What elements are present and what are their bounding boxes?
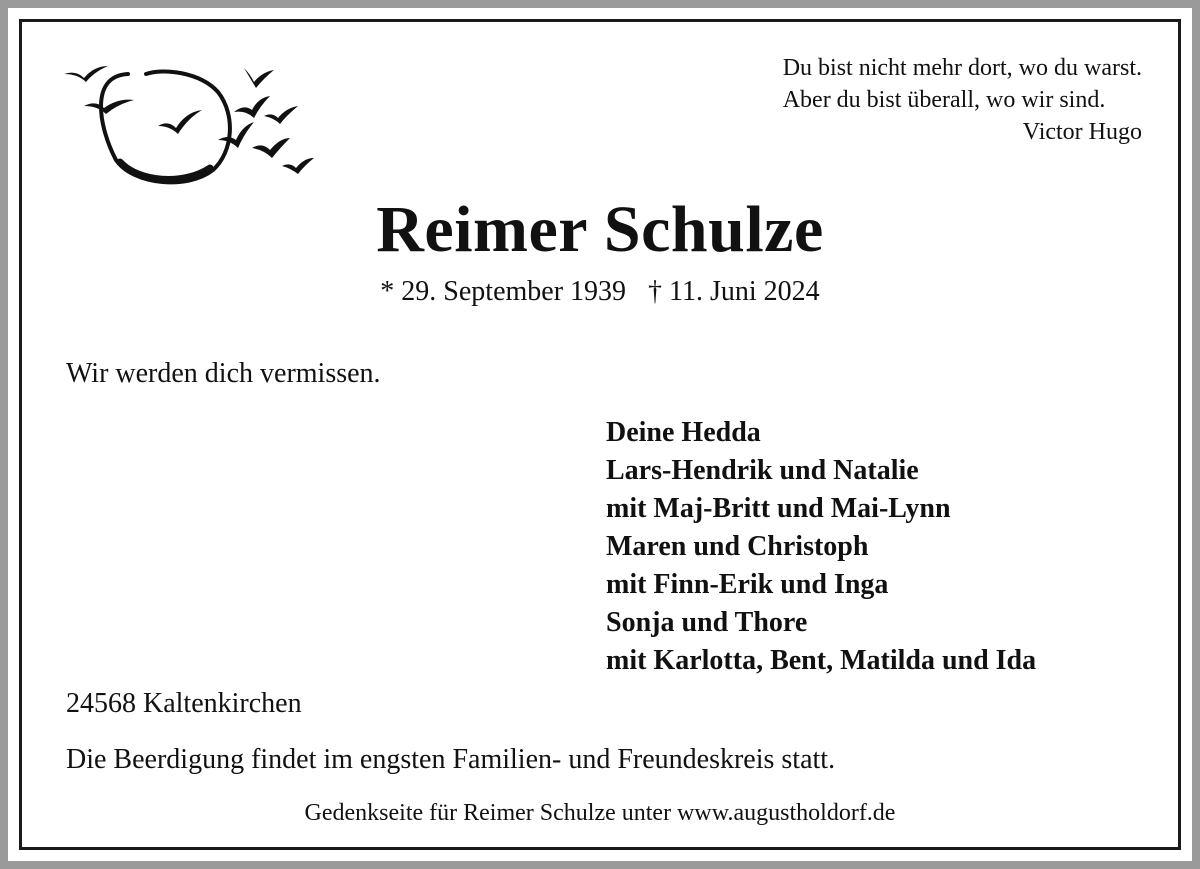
mourners-list	[606, 414, 1036, 680]
mourner-line: Deine Hedda	[606, 417, 761, 448]
quote-line: Aber du bist überall, wo wir sind.	[782, 87, 1106, 113]
memorial-note: Gedenkseite für Reimer Schulze unter www.augustholdorf.de	[304, 800, 896, 826]
birth-date: * 29. September 1939	[380, 276, 627, 307]
moon-with-birds-icon	[58, 60, 318, 195]
mourner-line: mit Maj-Britt und Mai-Lynn	[606, 493, 951, 524]
mourner-line: mit Karlotta, Bent, Matilda und Ida	[606, 645, 1037, 676]
mourner-line: Maren und Christoph	[606, 531, 869, 562]
mourner-line: Lars-Hendrik und Natalie	[606, 455, 919, 486]
life-dates	[8, 276, 1192, 308]
obituary-card	[8, 8, 1192, 861]
funeral-note: Die Beerdigung findet im engsten Familien- und Freundeskreis statt.	[66, 744, 836, 775]
mourner-line: Sonja und Thore	[606, 607, 808, 638]
mourner-line: mit Finn-Erik und Inga	[606, 569, 889, 600]
quote-block	[783, 52, 1142, 148]
farewell-text: Wir werden dich vermissen.	[66, 358, 381, 389]
quote-line: Du bist nicht mehr dort, wo du warst.	[782, 55, 1142, 81]
quote-author: Victor Hugo	[1022, 119, 1142, 145]
place-text: 24568 Kaltenkirchen	[66, 688, 302, 719]
death-date: † 11. Juni 2024	[648, 276, 820, 307]
deceased-name: Reimer Schulze	[376, 193, 824, 266]
